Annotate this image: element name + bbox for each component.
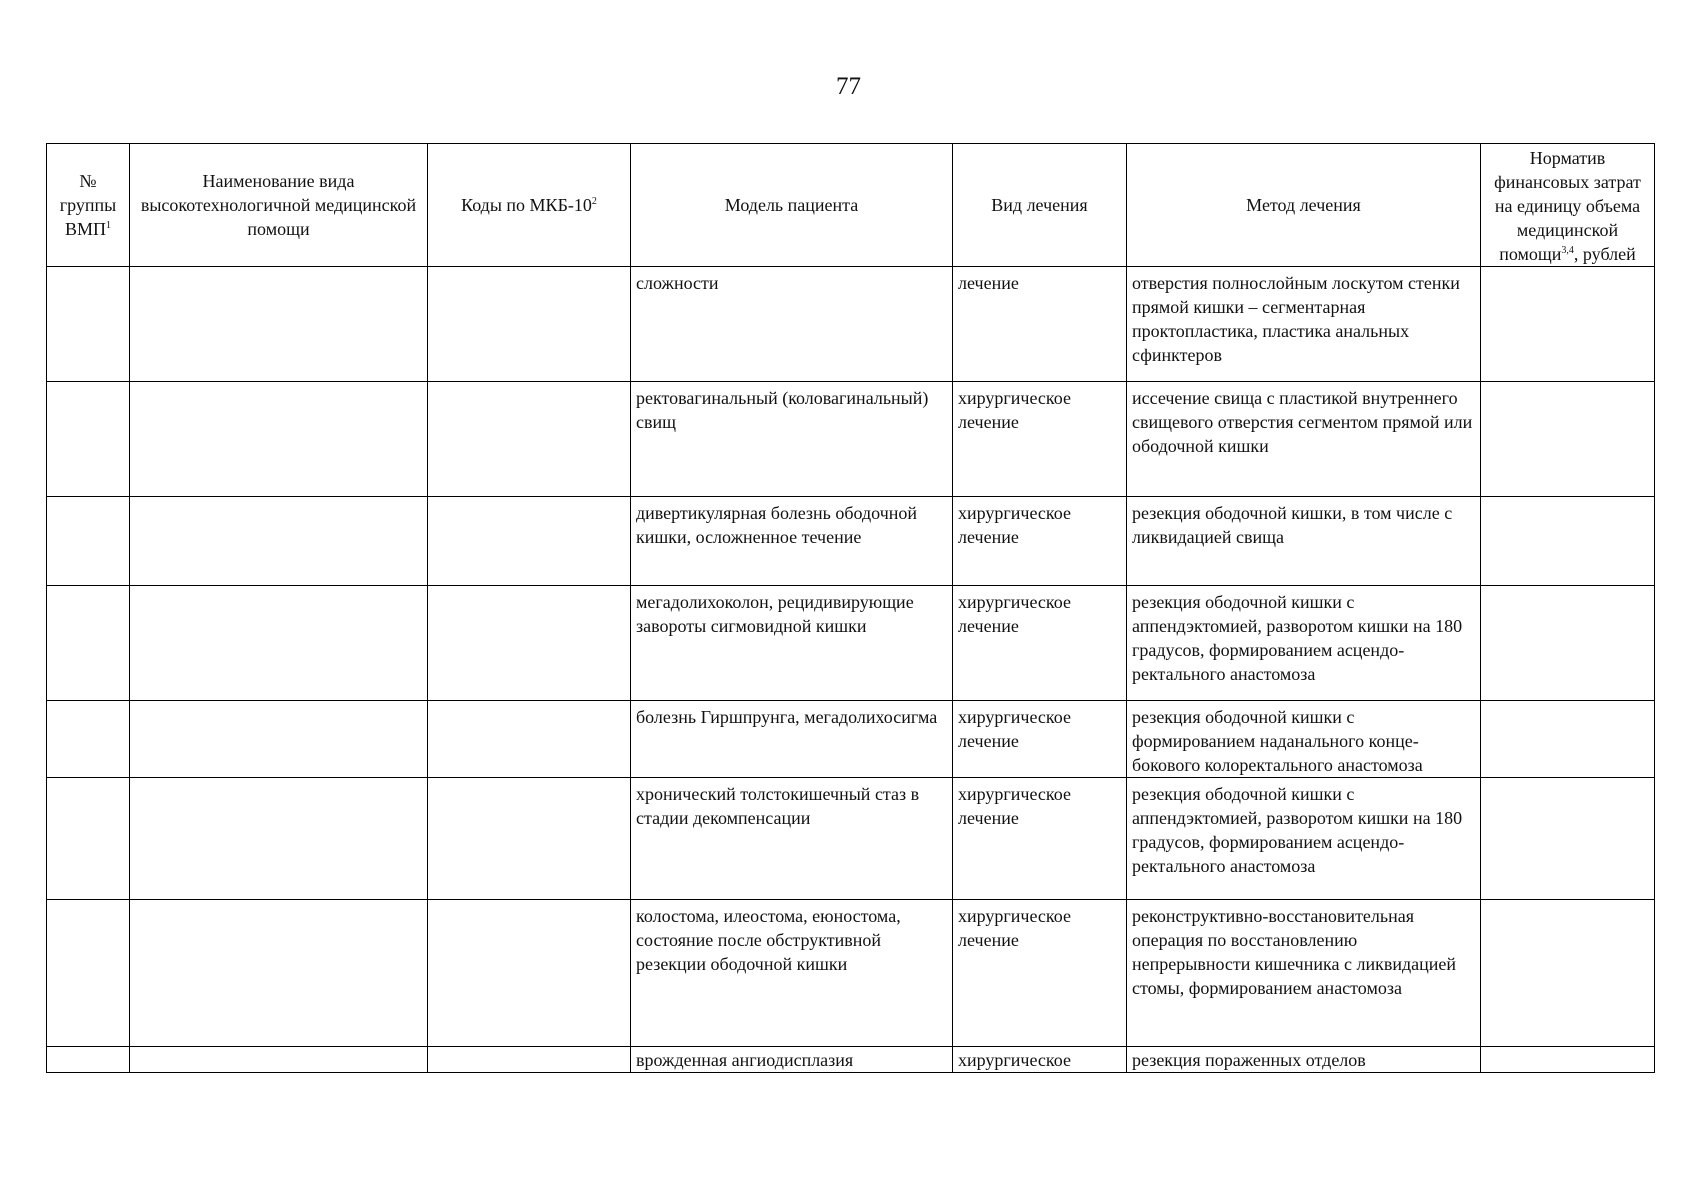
header-treatment-method: Метод лечения (1127, 144, 1481, 267)
cell-norm (1481, 382, 1655, 497)
cell-group-no (47, 267, 130, 382)
table-row (47, 701, 1655, 778)
table-header-row (47, 144, 1655, 267)
cell-norm (1481, 1047, 1655, 1073)
cell-name (130, 778, 428, 900)
cell-name (130, 267, 428, 382)
cell-patient-model: колостома, илеостома, еюностома, состояние после обструктивной резекции ободочной кишки (631, 900, 953, 1047)
cell-treatment-method: отверстия полнослойным лоскутом стенки прямой кишки – сегментарная проктопластика, пластика анальных сфинктеров (1127, 267, 1481, 382)
cell-treatment-method: резекция ободочной кишки с аппендэктомией, разворотом кишки на 180 градусов, формированием асцендо-ректального анастомоза (1127, 586, 1481, 701)
cell-patient-model: врожденная ангиодисплазия (631, 1047, 953, 1073)
cell-patient-model: дивертикулярная болезнь ободочной кишки, осложненное течение (631, 497, 953, 586)
cell-name (130, 1047, 428, 1073)
cell-group-no (47, 1047, 130, 1073)
table-row (47, 382, 1655, 497)
cell-treatment-type: хирургическое лечение (953, 497, 1127, 586)
cell-group-no (47, 900, 130, 1047)
table-row (47, 586, 1655, 701)
cell-treatment-method: резекция ободочной кишки с формированием наданального конце-бокового колоректального анастомоза (1127, 701, 1481, 778)
header-treatment-type: Вид лечения (953, 144, 1127, 267)
cell-name (130, 497, 428, 586)
cell-group-no (47, 701, 130, 778)
cell-treatment-method: резекция ободочной кишки, в том числе с ликвидацией свища (1127, 497, 1481, 586)
cell-icd-codes (428, 586, 631, 701)
cell-treatment-method: реконструктивно-восстановительная операция по восстановлению непрерывности кишечника с ликвидацией стомы, формированием анастомоза (1127, 900, 1481, 1047)
vmp-table (46, 143, 1655, 1073)
cell-treatment-type: хирургическое лечение (953, 701, 1127, 778)
cell-name (130, 900, 428, 1047)
table-row (47, 1047, 1655, 1073)
header-group-no: № группы ВМП$^1$ (47, 144, 130, 267)
table-row (47, 267, 1655, 382)
cell-treatment-type: хирургическое лечение (953, 586, 1127, 701)
cell-norm (1481, 497, 1655, 586)
cell-treatment-type: хирургическое лечение (953, 778, 1127, 900)
cell-patient-model: мегадолихоколон, рецидивирующие завороты сигмовидной кишки (631, 586, 953, 701)
header-norm: Норматив финансовых затрат на единицу объема медицинской помощи$^{3,4}$, рублей (1481, 144, 1655, 267)
table-row (47, 900, 1655, 1047)
cell-icd-codes (428, 497, 631, 586)
cell-treatment-method: иссечение свища с пластикой внутреннего свищевого отверстия сегментом прямой или ободочной кишки (1127, 382, 1481, 497)
cell-treatment-method: резекция ободочной кишки с аппендэктомией, разворотом кишки на 180 градусов, формированием асцендо-ректального анастомоза (1127, 778, 1481, 900)
cell-name (130, 586, 428, 701)
cell-group-no (47, 778, 130, 900)
cell-norm (1481, 701, 1655, 778)
cell-patient-model: хронический толстокишечный стаз в стадии декомпенсации (631, 778, 953, 900)
page-number: 77 (836, 73, 861, 100)
cell-group-no (47, 586, 130, 701)
cell-norm (1481, 586, 1655, 701)
cell-norm (1481, 900, 1655, 1047)
table-row (47, 497, 1655, 586)
cell-treatment-type: хирургическое (953, 1047, 1127, 1073)
cell-name (130, 382, 428, 497)
header-icd-codes: Коды по МКБ-$10^2$ (428, 144, 631, 267)
cell-patient-model: сложности (631, 267, 953, 382)
cell-treatment-type: лечение (953, 267, 1127, 382)
cell-icd-codes (428, 267, 631, 382)
cell-treatment-type: хирургическое лечение (953, 900, 1127, 1047)
cell-icd-codes (428, 900, 631, 1047)
cell-norm (1481, 778, 1655, 900)
cell-icd-codes (428, 778, 631, 900)
header-name: Наименование вида высокотехнологичной медицинской помощи (130, 144, 428, 267)
cell-patient-model: ректовагинальный (коловагинальный) свищ (631, 382, 953, 497)
cell-icd-codes (428, 382, 631, 497)
cell-group-no (47, 497, 130, 586)
table-row (47, 778, 1655, 900)
header-patient-model: Модель пациента (631, 144, 953, 267)
cell-icd-codes (428, 701, 631, 778)
cell-treatment-type: хирургическое лечение (953, 382, 1127, 497)
cell-name (130, 701, 428, 778)
cell-norm (1481, 267, 1655, 382)
cell-patient-model: болезнь Гиршпрунга, мегадолихосигма (631, 701, 953, 778)
cell-icd-codes (428, 1047, 631, 1073)
cell-group-no (47, 382, 130, 497)
cell-treatment-method: резекция пораженных отделов (1127, 1047, 1481, 1073)
